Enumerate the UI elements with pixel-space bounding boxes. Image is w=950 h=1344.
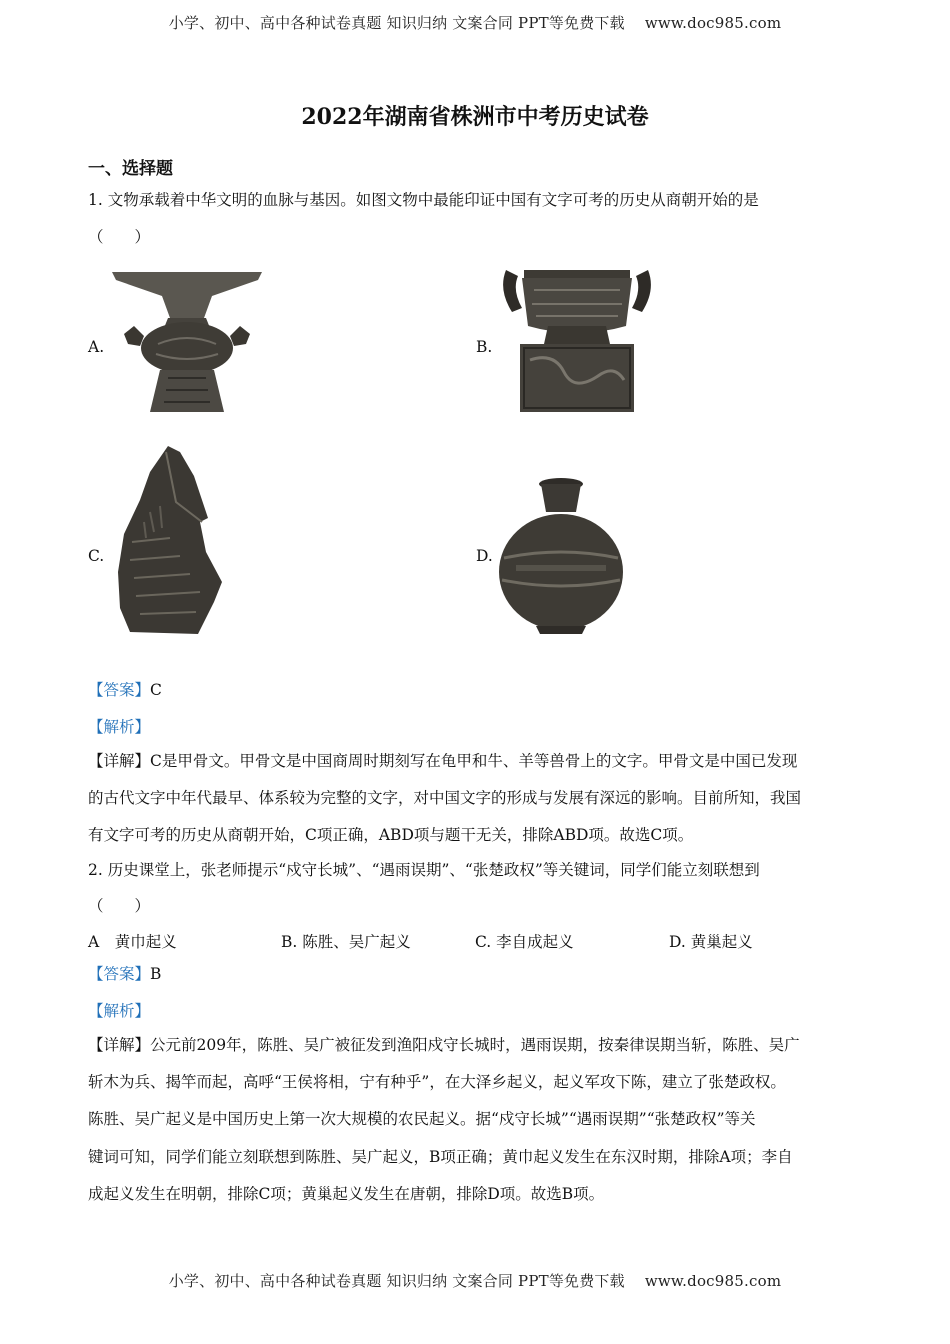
q2-answer — [88, 964, 863, 984]
q2-option-a[interactable]: A 黄巾起义 — [88, 933, 177, 951]
bronze-zun-vessel-icon — [108, 266, 266, 418]
q2-detail-line-4: 键词可知，同学们能立刻联想到陈胜、吴广起义，B项正确；黄巾起义发生在东汉时期，排除A项；李自 — [88, 1148, 793, 1166]
answer-tag: 【答案】 — [88, 965, 151, 983]
q1-option-d-label: D. — [476, 547, 493, 565]
q1-stem: 1. 文物承载着中华文明的血脉与基因。如图文物中最能印证中国有文字可考的历史从商朝开始的是 — [88, 191, 759, 209]
page-header — [0, 12, 950, 33]
footer-site-link[interactable]: www.doc985.com — [644, 1272, 782, 1290]
q2-stem: 2. 历史课堂上，张老师提示“戍守长城”、“遇雨误期”、“张楚政权”等关键词，同学们能立刻联想到 — [88, 861, 760, 879]
bronze-gui-vessel-icon — [494, 260, 660, 418]
q1-detail-line-3: 有文字可考的历史从商朝开始，C项正确，ABD项与题干无关，排除ABD项。故选C项。 — [88, 826, 694, 844]
q1-detail-line-1 — [88, 751, 863, 771]
oracle-bone-icon — [110, 442, 230, 638]
footer-text: 小学、初中、高中各种试卷真题 知识归纳 文案合同 PPT等免费下载 — [168, 1272, 625, 1290]
q1-analysis-tag — [88, 717, 863, 737]
q2-paren: （ ） — [88, 897, 151, 915]
analysis-tag: 【解析】 — [88, 718, 151, 736]
q2-option-c[interactable]: C. 李自成起义 — [475, 933, 574, 951]
q1-answer-value: C — [150, 681, 162, 699]
q2-detail-line-3: 陈胜、吴广起义是中国历史上第一次大规模的农民起义。据“戍守长城”“遇雨误期”“张楚政权”等关 — [88, 1110, 756, 1128]
analysis-tag: 【解析】 — [88, 1002, 151, 1020]
q2-detail-line-2: 斩木为兵、揭竿而起，高呼“王侯将相，宁有种乎”，在大泽乡起义，起义军攻下陈，建立了张楚政权。 — [88, 1073, 786, 1091]
header-site-link[interactable]: www.doc985.com — [644, 14, 782, 32]
detail-tag: 【详解】 — [88, 752, 151, 770]
detail-tag: 【详解】 — [88, 1036, 151, 1054]
bronze-hu-jar-icon — [496, 476, 626, 638]
q2-option-d[interactable]: D. 黄巢起义 — [669, 933, 753, 951]
q2-answer-value: B — [150, 965, 162, 983]
page-title: 2022年湖南省株洲市中考历史试卷 — [301, 104, 649, 130]
header-text: 小学、初中、高中各种试卷真题 知识归纳 文案合同 PPT等免费下载 — [168, 14, 625, 32]
q1-answer — [88, 680, 863, 700]
q2-analysis-tag — [88, 1001, 863, 1021]
q1-paren: （ ） — [88, 228, 151, 246]
q2-detail-line-5: 成起义发生在明朝，排除C项；黄巢起义发生在唐朝，排除D项。故选B项。 — [88, 1185, 605, 1203]
q1-detail-text-1: C是甲骨文。甲骨文是中国商周时期刻写在龟甲和牛、羊等兽骨上的文字。甲骨文是中国已发现 — [150, 752, 798, 770]
section-heading: 一、选择题 — [88, 159, 173, 179]
page-footer — [0, 1270, 950, 1291]
q1-option-c-label: C. — [88, 547, 105, 565]
q2-option-b[interactable]: B. 陈胜、吴广起义 — [281, 933, 411, 951]
q2-detail-text-1: 公元前209年，陈胜、吴广被征发到渔阳戍守长城时，遇雨误期，按秦律误期当斩，陈胜、吴广 — [150, 1036, 800, 1054]
answer-tag: 【答案】 — [88, 681, 151, 699]
q1-detail-line-2: 的古代文字中年代最早、体系较为完整的文字，对中国文字的形成与发展有深远的影响。目前所知，我国 — [88, 789, 802, 807]
q1-option-b-label: B. — [476, 338, 493, 356]
q1-option-a-label: A. — [88, 338, 105, 356]
q2-detail-line-1 — [88, 1035, 863, 1055]
